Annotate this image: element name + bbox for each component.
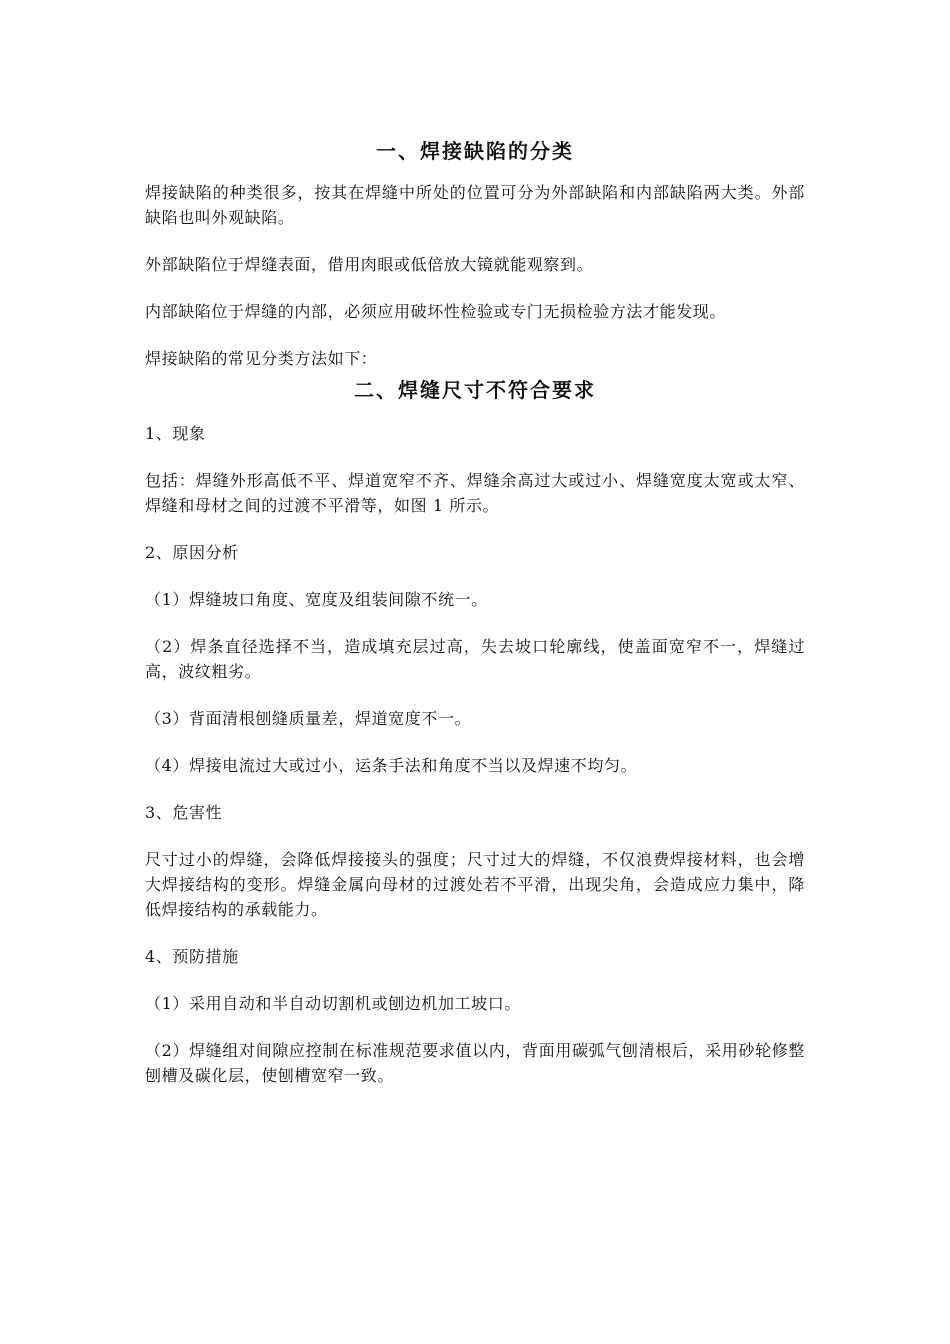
section-2-heading: 二、焊缝尺寸不符合要求 xyxy=(354,378,596,402)
list-item-cause-2: （2）焊条直径选择不当，造成填充层过高，失去坡口轮廓线，使盖面宽窄不一，焊缝过高，波纹粗劣。 xyxy=(145,637,805,681)
section-1-paragraph: 内部缺陷位于焊缝的内部，必须应用破坏性检验或专门无损检验方法才能发现。 xyxy=(145,302,727,321)
section-1-paragraph: 外部缺陷位于焊缝表面，借用肉眼或低倍放大镜就能观察到。 xyxy=(145,255,594,274)
list-item-cause-4: （4）焊接电流过大或过小，运条手法和角度不当以及焊速不均匀。 xyxy=(145,756,638,775)
list-item-cause-1: （1）焊缝坡口角度、宽度及组装间隙不统一。 xyxy=(145,590,488,609)
section-1-paragraph: 焊接缺陷的常见分类方法如下： xyxy=(145,349,378,368)
section-1-heading: 一、焊接缺陷的分类 xyxy=(376,139,574,163)
subsection-heading-prevention: 4、预防措施 xyxy=(145,947,239,966)
section-2-paragraph: 尺寸过小的焊缝，会降低焊接接头的强度；尺寸过大的焊缝，不仅浪费焊接材料，也会增大焊接结构的变形。焊缝金属向母材的过渡处若不平滑，出现尖角，会造成应力集中，降低焊接结构的承载能力。 xyxy=(145,850,805,919)
document-page xyxy=(145,136,805,1110)
subsection-heading-phenomenon: 1、现象 xyxy=(145,424,206,443)
subsection-heading-cause-analysis: 2、原因分析 xyxy=(145,543,239,562)
subsection-heading-hazard: 3、危害性 xyxy=(145,803,223,822)
section-1-paragraph: 焊接缺陷的种类很多，按其在焊缝中所处的位置可分为外部缺陷和内部缺陷两大类。外部缺陷也叫外观缺陷。 xyxy=(145,183,805,227)
section-2-paragraph: 包括：焊缝外形高低不平、焊道宽窄不齐、焊缝余高过大或过小、焊缝宽度太宽或太窄、焊缝和母材之间的过渡不平滑等，如图 1 所示。 xyxy=(145,471,805,515)
list-item-cause-3: （3）背面清根刨缝质量差，焊道宽度不一。 xyxy=(145,709,472,728)
list-item-prevention-2: （2）焊缝组对间隙应控制在标准规范要求值以内，背面用碳弧气刨清根后，采用砂轮修整刨槽及碳化层，使刨槽宽窄一致。 xyxy=(145,1041,805,1085)
list-item-prevention-1: （1）采用自动和半自动切割机或刨边机加工坡口。 xyxy=(145,994,521,1013)
